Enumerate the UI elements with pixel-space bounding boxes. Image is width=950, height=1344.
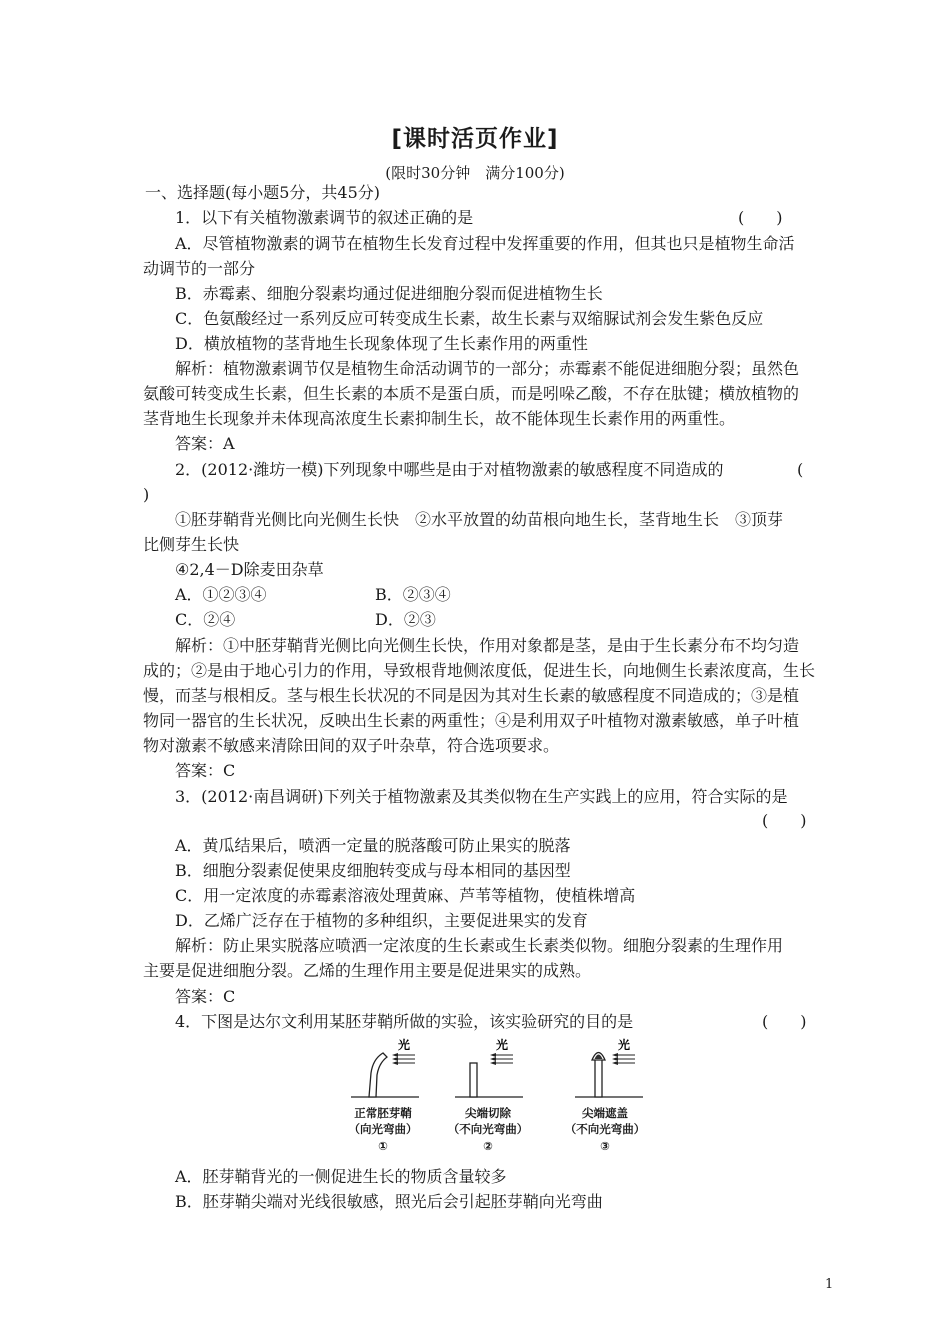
question-2-option-c: C．②④	[175, 610, 236, 629]
question-3-analysis: 解析：防止果实脱落应喷洒一定浓度的生长素或生长素类似物。细胞分裂素的生理作用	[175, 936, 784, 955]
panel-1-caption: 正常胚芽鞘	[354, 1106, 412, 1120]
question-1-analysis-cont: 茎背地生长现象并未体现高浓度生长素抑制生长，故不能体现生长素作用的两重性。	[143, 409, 736, 428]
question-1-answer: 答案：A	[175, 434, 235, 453]
page-title: [课时活页作业]	[391, 126, 559, 152]
question-1-option-b: B．赤霉素、细胞分裂素均通过促进细胞分裂而促进植物生长	[175, 284, 603, 303]
question-3-option-a: A．黄瓜结果后，喷洒一定量的脱落酸可防止果实的脱落	[175, 836, 571, 855]
question-3-option-b: B．细胞分裂素促使果皮细胞转变成与母本相同的基因型	[175, 861, 571, 880]
page-number: 1	[825, 1277, 834, 1292]
panel-1-note: （向光弯曲）	[348, 1122, 418, 1136]
question-2-answer: 答案：C	[175, 761, 236, 780]
question-3-stem: 3．(2012·南昌调研)下列关于植物激素及其类似物在生产实践上的应用，符合实际的是	[175, 787, 788, 806]
panel-1-number: ①	[378, 1139, 388, 1153]
question-2-stem-cont: )	[143, 485, 150, 504]
coleoptile-experiment-figure	[343, 1037, 673, 1162]
panel-2-note: （不向光弯曲）	[447, 1122, 529, 1136]
tip-covered-illustration	[575, 1037, 643, 1097]
question-2-analysis-cont: 物对激素不敏感来清除田间的双子叶杂草，符合选项要求。	[143, 736, 560, 755]
question-3-analysis-cont: 主要是促进细胞分裂。乙烯的生理作用主要是促进果实的成熟。	[143, 961, 592, 980]
question-2-item-4: ④2,4－D除麦田杂草	[175, 560, 324, 579]
question-1-analysis-cont: 氨酸可转变成生长素，但生长素的本质不是蛋白质，而是吲哚乙酸，不存在肽键；横放植物的	[143, 384, 800, 403]
question-1-analysis: 解析：植物激素调节仅是植物生命活动调节的一部分；赤霉素不能促进细胞分裂；虽然色	[175, 359, 800, 378]
question-3-answer: 答案：C	[175, 987, 236, 1006]
question-4-option-b: B．胚芽鞘尖端对光线很敏感，照光后会引起胚芽鞘向光弯曲	[175, 1192, 603, 1211]
question-1-stem: 1．以下有关植物激素调节的叙述正确的是	[175, 208, 474, 227]
question-2-items: ①胚芽鞘背光侧比向光侧生长快 ②水平放置的幼苗根向地生长，茎背地生长 ③顶芽	[175, 510, 784, 529]
question-1-option-d: D．横放植物的茎背地生长现象体现了生长素作用的两重性	[175, 334, 588, 353]
panel-2-number: ②	[483, 1139, 493, 1153]
section-heading: 一、选择题(每小题5分，共45分)	[145, 183, 381, 202]
answer-blank-3: ( )	[762, 811, 807, 830]
question-2-stem: 2．(2012·潍坊一模)下列现象中哪些是由于对植物激素的敏感程度不同造成的	[175, 460, 724, 479]
panel-2-caption: 尖端切除	[465, 1106, 511, 1120]
answer-blank-1: ( )	[738, 208, 783, 227]
question-2-items-cont: 比侧芽生长快	[143, 535, 240, 554]
question-1-option-a: A．尽管植物激素的调节在植物生长发育过程中发挥重要的作用，但其也只是植物生命活	[175, 234, 795, 253]
svg-text:光: 光	[496, 1038, 509, 1052]
question-2-option-b: B．②③④	[375, 585, 451, 604]
svg-text:光: 光	[398, 1038, 411, 1052]
answer-blank-2-open: (	[797, 460, 804, 479]
question-1-option-c: C．色氨酸经过一系列反应可转变成生长素，故生长素与双缩脲试剂会发生紫色反应	[175, 309, 764, 328]
question-1-option-a-cont: 动调节的一部分	[143, 259, 256, 278]
page-subtitle: (限时30分钟 满分100分)	[385, 164, 565, 182]
question-2-analysis-cont: 慢，而茎与根相反。茎与根生长状况的不同是因为其对生长素的敏感程度不同造成的；③是植	[143, 686, 800, 705]
coleoptile-diagram	[343, 1037, 673, 1109]
question-2-option-d: D．②③	[375, 610, 436, 629]
question-4-option-a: A．胚芽鞘背光的一侧促进生长的物质含量较多	[175, 1167, 507, 1186]
question-3-option-c: C．用一定浓度的赤霉素溶液处理黄麻、芦苇等植物，使植株增高	[175, 886, 636, 905]
question-2-option-a: A．①②③④	[175, 585, 267, 604]
question-2-analysis: 解析：①中胚芽鞘背光侧比向光侧生长快，作用对象都是茎，是由于生长素分布不均匀造	[175, 636, 800, 655]
question-4-stem: 4．下图是达尔文利用某胚芽鞘所做的实验，该实验研究的目的是	[175, 1012, 634, 1031]
svg-text:光: 光	[618, 1038, 631, 1052]
tip-removed-illustration	[455, 1037, 523, 1097]
panel-3-note: （不向光弯曲）	[564, 1122, 646, 1136]
answer-blank-4: ( )	[762, 1012, 807, 1031]
question-2-analysis-cont: 成的；②是由于地心引力的作用，导致根背地侧浓度低，促进生长，向地侧生长素浓度高，生长	[143, 661, 816, 680]
question-2-analysis-cont: 物同一器官的生长状况，反映出生长素的两重性；④是利用双子叶植物对激素敏感，单子叶植	[143, 711, 800, 730]
panel-3-number: ③	[600, 1139, 610, 1153]
question-3-option-d: D．乙烯广泛存在于植物的多种组织，主要促进果实的发育	[175, 911, 588, 930]
normal-coleoptile-illustration	[351, 1037, 419, 1097]
panel-3-caption: 尖端遮盖	[582, 1106, 628, 1120]
